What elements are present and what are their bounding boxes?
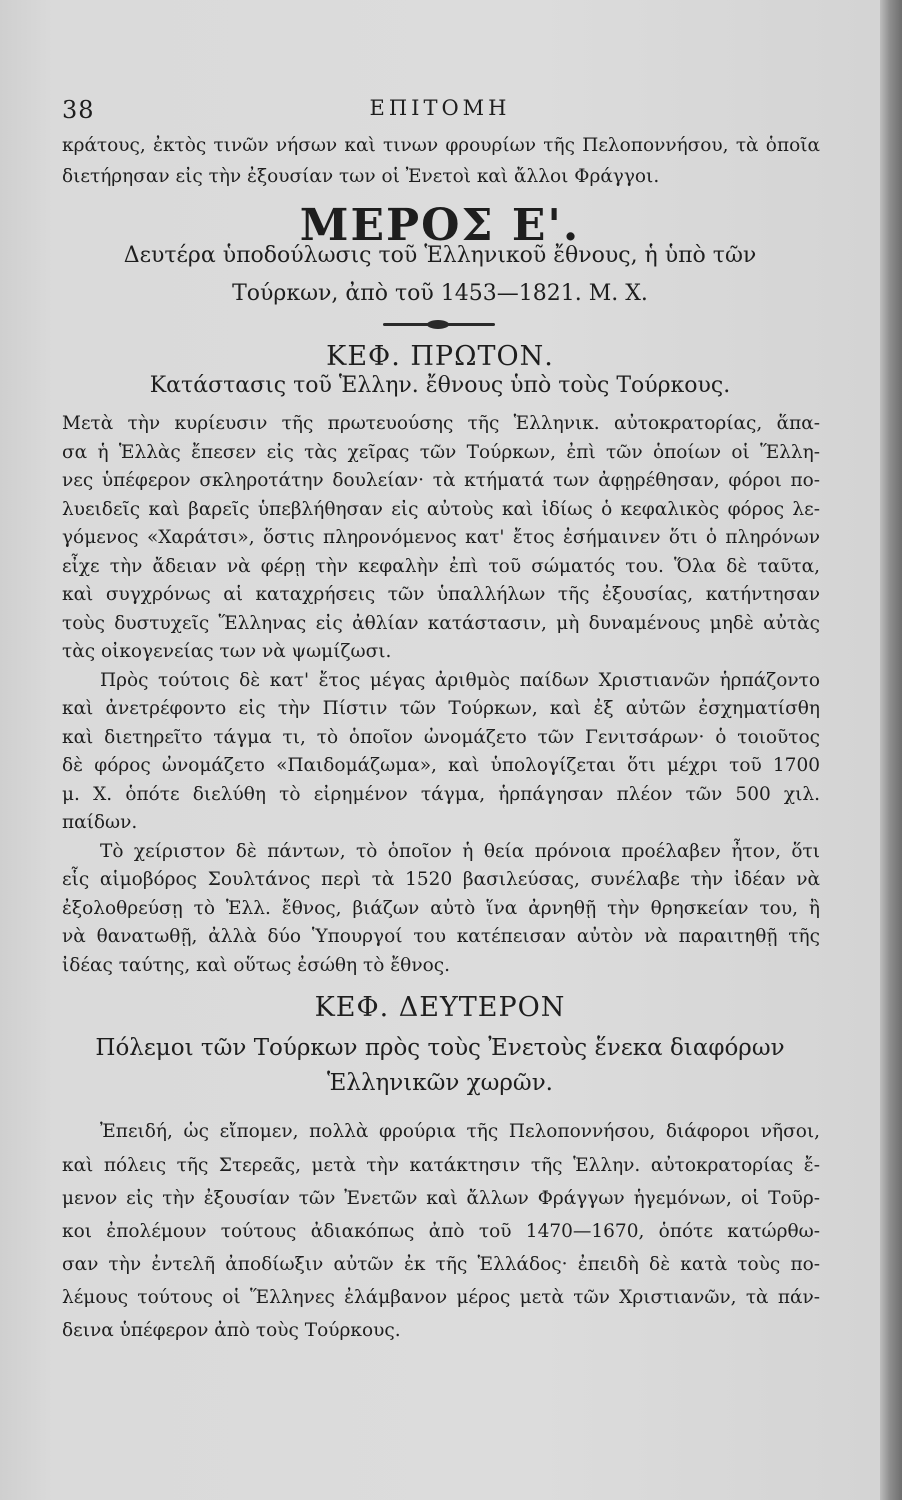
chapter1-line: τὰς οἰκογενείας των νὰ ψωμίζωσι. (62, 641, 392, 662)
chapter1-line: καὶ ἀνετρέφοντο εἰς τὴν Πίστιν τῶν Τούρκων, καὶ ἐξ αὐτῶν ἐσχηματίσθη (62, 698, 820, 719)
chapter1-line: νες ὑπέφερον σκληροτάτην δουλείαν· τὰ κτήματά των ἀφῃρέθησαν, φόροι πο- (62, 470, 820, 491)
chapter2-line: κοι ἐπολέμουν τούτους ἀδιακόπως ἀπὸ τοῦ 1470—1670, ὁπότε κατώρθω- (62, 1221, 820, 1242)
chapter2-line: δεινα ὑπέφερον ἀπὸ τοὺς Τούρκους. (62, 1320, 401, 1341)
chapter2-line: Ἐπειδή, ὡς εἴπομεν, πολλὰ φρούρια τῆς Πελοποννήσου, διάφοροι νῆσοι, (100, 1121, 820, 1142)
intro-line: κράτους, ἐκτὸς τινῶν νήσων καὶ τινων φρουρίων τῆς Πελοποννήσου, τὰ ὁποῖα (62, 135, 820, 156)
chapter2-subheading-line1: Πόλεμοι τῶν Τούρκων πρὸς τοὺς Ἐνετοὺς ἕνεκα διαφόρων (95, 1035, 785, 1061)
chapter1-line: γόμενος «Χαράτσι», ὅστις πληρονόμενος κατ' ἔτος ἐσήμαινεν ὅτι ὁ πληρόνων (62, 527, 820, 548)
running-title: ΕΠΙΤΟΜΗ (369, 96, 511, 120)
chapter2-line: καὶ πόλεις τῆς Στερεᾶς, μετὰ τὴν κατάκτησιν τῆς Ἑλλην. αὐτοκρατορίας ἔ- (62, 1155, 820, 1176)
chapter2-subheading-line2: Ἑλληνικῶν χωρῶν. (327, 1070, 553, 1096)
chapter1-line: καὶ συγχρόνως αἱ καταχρήσεις τῶν ὑπαλλήλων τῆς ἐξουσίας, κατήντησαν (62, 584, 820, 605)
chapter1-line: εἶχε τὴν ἄδειαν νὰ φέρῃ τὴν κεφαλὴν ἐπὶ τοῦ σώματός του. Ὅλα δὲ ταῦτα, (62, 555, 820, 577)
chapter1-line: Τὸ χείριστον δὲ πάντων, τὸ ὁποῖον ἡ θεία πρόνοια προέλαβεν ἦτον, ὅτι (100, 840, 820, 862)
chapter1-subheading: Κατάστασις τοῦ Ἑλλην. ἔθνους ὑπὸ τοὺς Τούρκους. (149, 373, 731, 398)
chapter1-line: ἐξολοθρεύσῃ τὸ Ἑλλ. ἔθνος, βιάζων αὐτὸ ἵνα ἀρνηθῇ τὴν θρησκείαν του, ἢ (62, 897, 820, 919)
chapter1-heading: ΚΕΦ. ΠΡΩΤΟΝ. (326, 341, 554, 372)
chapter1-line: σα ἡ Ἑλλὰς ἔπεσεν εἰς τὰς χεῖρας τῶν Τούρκων, ἐπὶ τῶν ὁποίων οἱ Ἕλλη- (62, 441, 820, 463)
chapter1-line: εἷς αἱμοβόρος Σουλτάνος περὶ τὰ 1520 βασιλεύσας, συνέλαβε τὴν ἰδέαν νὰ (62, 869, 820, 890)
chapter2-line: σαν τὴν ἐντελῆ ἀποδίωξιν αὐτῶν ἐκ τῆς Ἑλλάδος· ἐπειδὴ δὲ κατὰ τοὺς πο- (62, 1254, 820, 1275)
chapter1-line: καὶ διετηρεῖτο τάγμα τι, τὸ ὁποῖον ὠνομάζετο τῶν Γενιτσάρων· ὁ τοιοῦτος (62, 726, 820, 748)
part-subtitle-line1: Δευτέρα ὑποδούλωσις τοῦ Ἑλληνικοῦ ἔθνους, ἡ ὑπὸ τῶν (123, 243, 757, 268)
chapter1-line: τοὺς δυστυχεῖς Ἕλληνας εἰς ἀθλίαν κατάστασιν, μὴ δυναμένους μηδὲ αὐτὰς (62, 612, 820, 634)
chapter1-line: μ. Χ. ὁπότε διελύθη τὸ εἰρημένον τάγμα, ἡρπάγησαν πλέον τῶν 500 χιλ. (62, 783, 820, 805)
ornamental-divider (383, 323, 495, 326)
chapter2-heading: ΚΕΦ. ΔΕΥΤΕΡΟΝ (314, 992, 566, 1023)
book-spine-edge (880, 0, 902, 1500)
chapter1-line: παίδων. (62, 812, 138, 833)
chapter1-line: λυειδεῖς καὶ βαρεῖς ὑπεβλήθησαν εἰς αὐτοὺς καὶ ἰδίως ὁ κεφαλικὸς φόρος λε- (62, 498, 820, 520)
part-title: ΜΕΡΟΣ Ε'. (299, 200, 581, 251)
chapter1-line: ἰδέας ταύτης, καὶ οὕτως ἐσώθη τὸ ἔθνος. (62, 954, 450, 976)
chapter1-line: Πρὸς τούτοις δὲ κατ' ἔτος μέγας ἀριθμὸς παίδων Χριστιανῶν ἡρπάζοντο (100, 669, 820, 691)
intro-line: διετήρησαν εἰς τὴν ἐξουσίαν των οἱ Ἐνετοὶ καὶ ἄλλοι Φράγγοι. (62, 166, 660, 187)
part-subtitle-line2: Τούρκων, ἀπὸ τοῦ 1453—1821. Μ. Χ. (232, 281, 648, 306)
chapter1-line: Μετὰ τὴν κυρίευσιν τῆς πρωτευούσης τῆς Ἑλληνικ. αὐτοκρατορίας, ἅπα- (62, 413, 820, 434)
chapter1-line: δὲ φόρος ὠνομάζετο «Παιδομάζωμα», καὶ ὑπολογίζεται ὅτι μέχρι τοῦ 1700 (62, 755, 820, 776)
chapter2-line: μενον εἰς τὴν ἐξουσίαν τῶν Ἐνετῶν καὶ ἄλλων Φράγγων ἡγεμόνων, οἱ Τοῦρ- (62, 1188, 820, 1209)
chapter2-line: λέμους τούτους οἱ Ἕλληνες ἐλάμβανον μέρος μετὰ τῶν Χριστιανῶν, τὰ πάν- (62, 1287, 820, 1308)
chapter1-line: νὰ θανατωθῇ, ἀλλὰ δύο Ὑπουργοί του κατέπεισαν αὐτὸν νὰ παραιτηθῇ τῆς (62, 926, 820, 947)
page-number: 38 (62, 96, 95, 124)
